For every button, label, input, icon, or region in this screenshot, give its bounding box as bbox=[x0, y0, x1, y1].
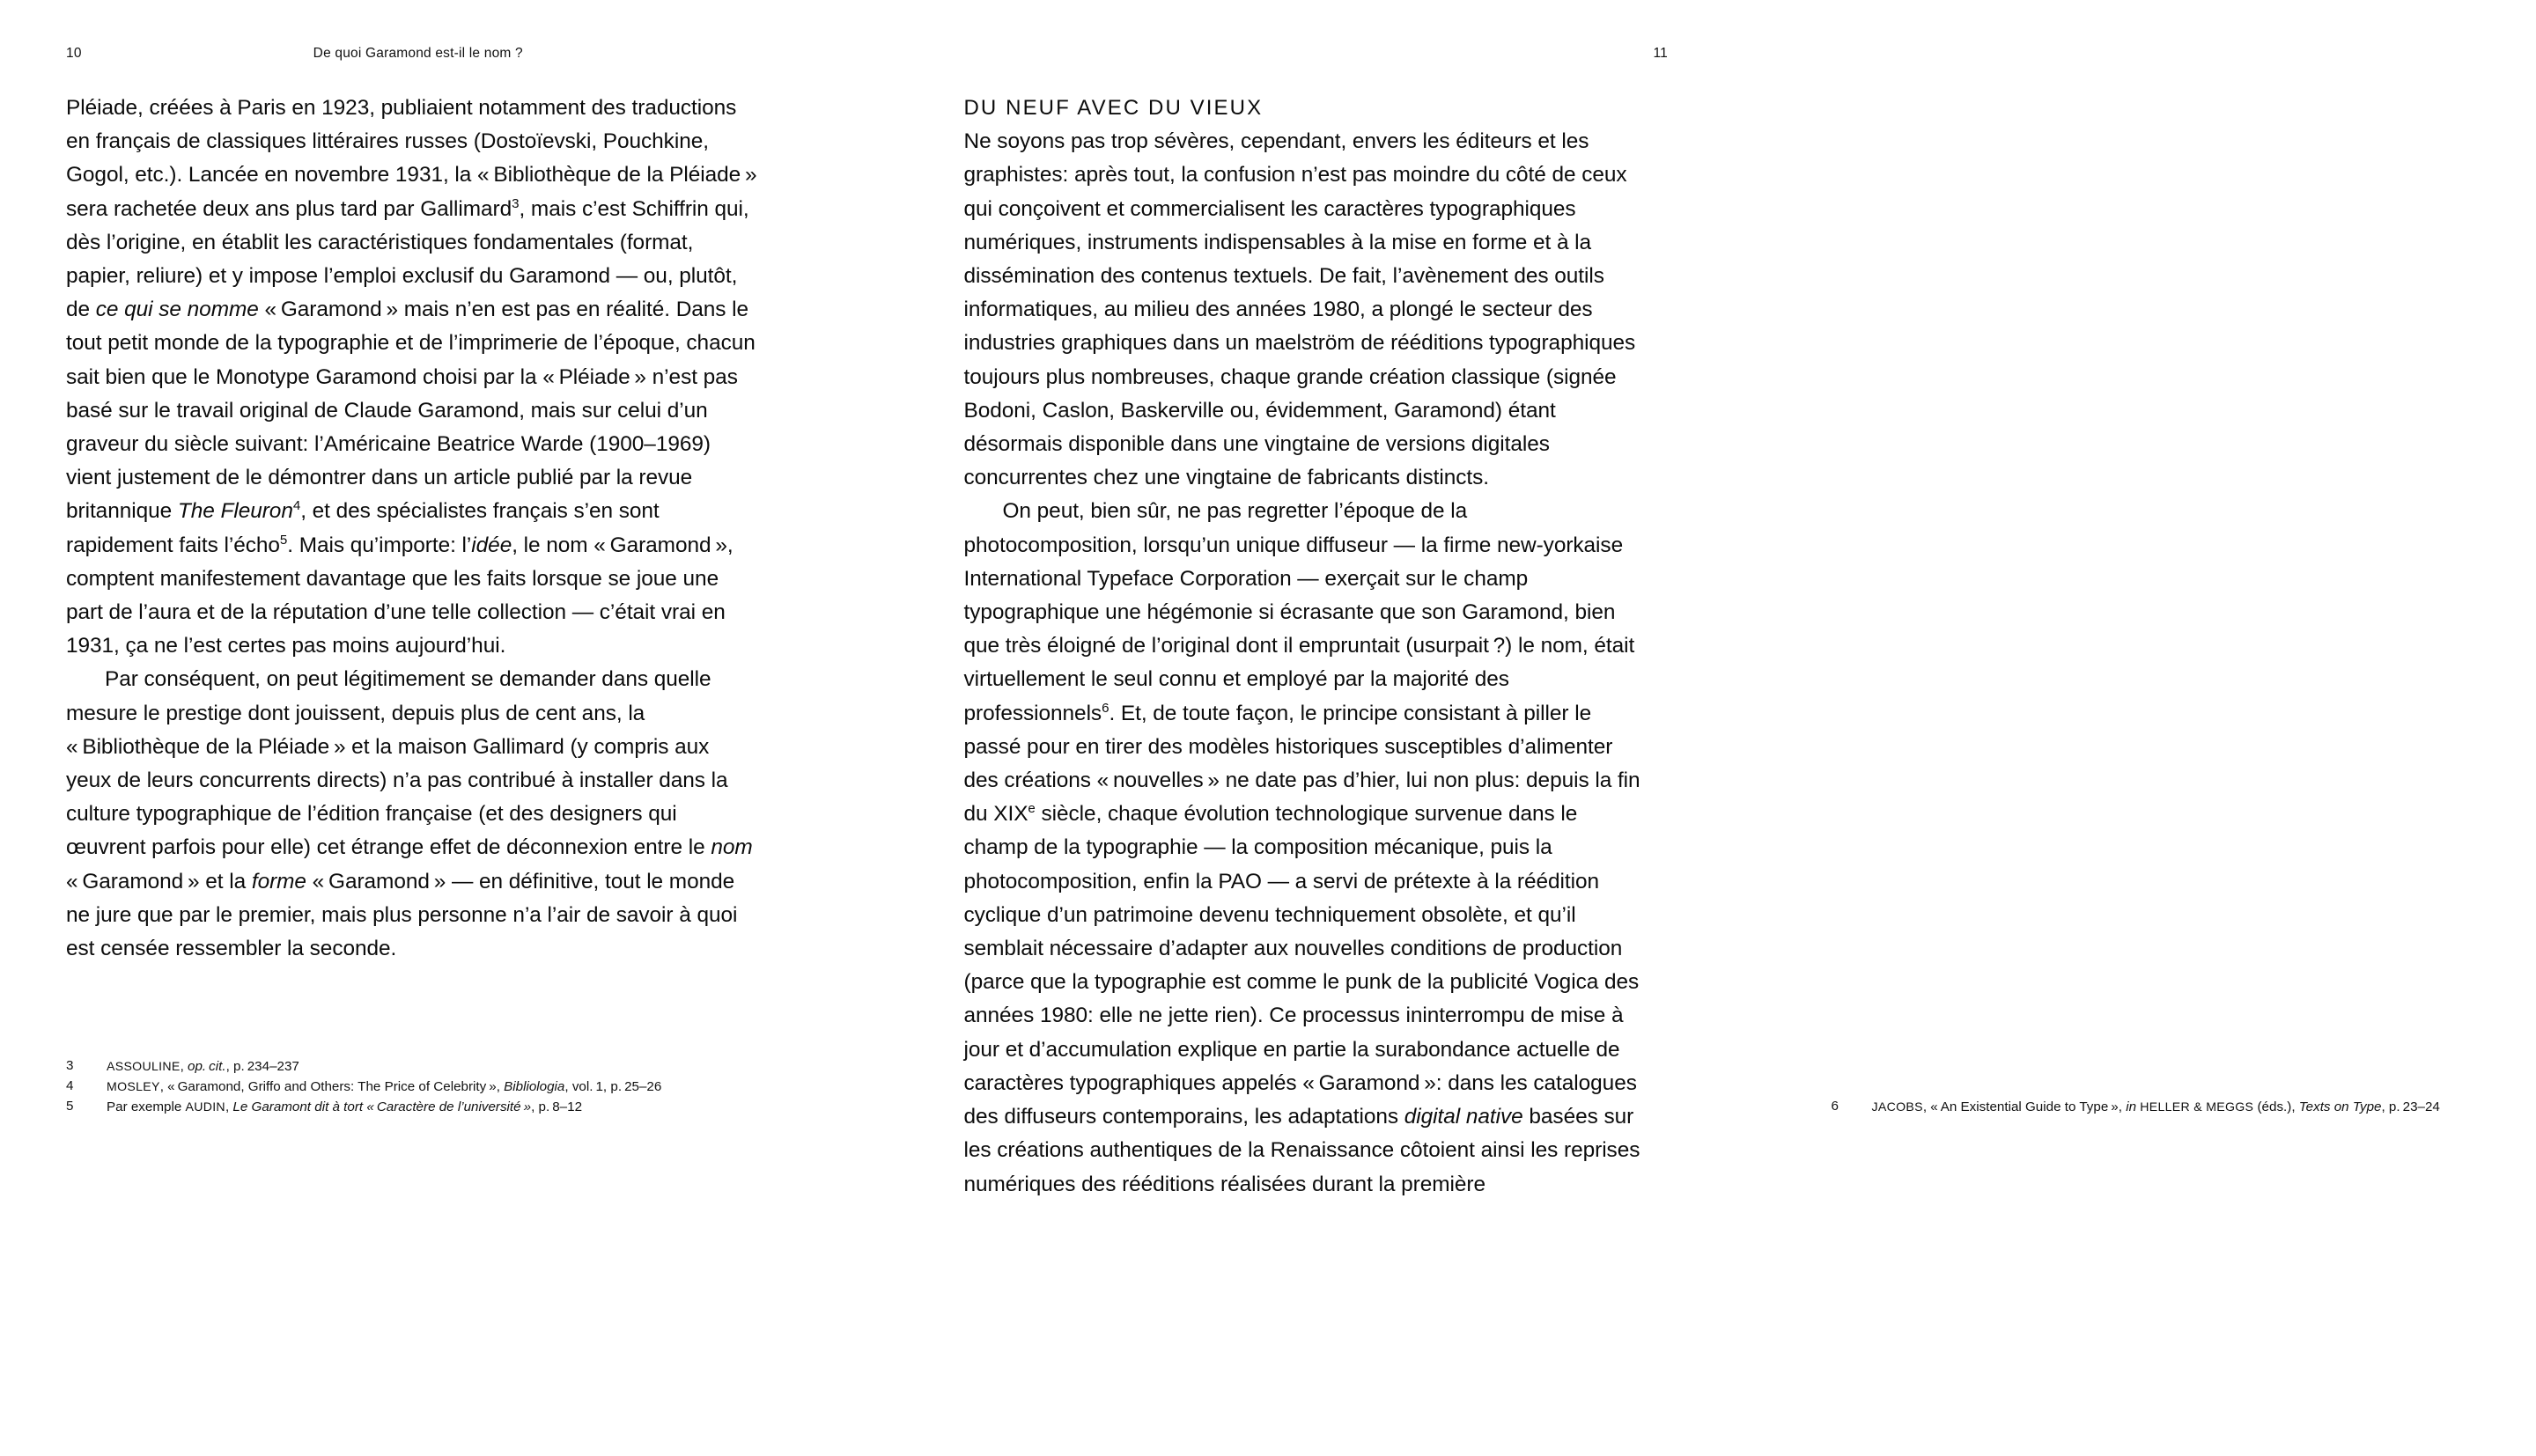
paragraph: On peut, bien sûr, ne pas regretter l’époque de la photocomposition, lorsqu’un unique diffuseur — la firme new-yorkaise International Typeface Corporation — exerçait sur le champ typographique une hégémonie si écrasante que son Garamond, bien que très éloigné de l’original dont il empruntait (usurpait ?) le nom, était virtuellement le seul connu et employé par la majorité des professionnels$^6$. Et, de toute façon, le principe consistant à piller le passé pour en tirer des modèles historiques susceptibles d’alimenter des créations « nouvelles » ne date pas d’hier, lui non plus: depuis la fin du XIXe siècle, chaque évolution technologique survenue dans le champ de la typographie — la composition mécanique, puis la photocomposition, enfin la PAO — a servi de prétexte à la réédition cyclique d’un patrimoine devenu techniquement obsolète, et qu’il semblait nécessaire d’adapter aux nouvelles conditions de production (parce que la typographie est comme le punk de la publicité Vogica des années 1980: elle ne jette rien). Ce processus ininterrompu de mise à jour et d’accumulation explique en partie la surabondance actuelle de caractères typographiques appelés « Garamond »: dans les catalogues des diffuseurs contemporains, les adaptations digital native basées sur les créations authentiques de la Renaissance côtoient ainsi les reprises numériques des rééditions réalisées durant la première bbox=[963, 499, 1640, 1196]
paragraph: Par conséquent, on peut légitimement se demander dans quelle mesure le prestige dont jouissent, depuis plus de cent ans, la « Bibliothèque de la Pléiade » et la maison Gallimard (y compris aux yeux de leurs concurrents directs) n’a pas contribué à installer dans la culture typographique de l’édition française (et des designers qui œuvrent parfois pour elle) cet étrange effet de déconnexion entre le nom « Garamond » et la forme « Garamond » — en définitive, tout le monde ne jure que par le premier, mais plus personne n’a l’air de savoir à quoi est censée ressembler la seconde. bbox=[66, 667, 753, 961]
footnote-number: 4 bbox=[66, 1078, 74, 1093]
footnote-item bbox=[66, 1077, 770, 1097]
right-text-column bbox=[964, 92, 1642, 1202]
footnote-number: 6 bbox=[1831, 1099, 1839, 1114]
footnote-number: 3 bbox=[66, 1058, 74, 1073]
left-page bbox=[0, 0, 867, 1456]
right-footnotes bbox=[1832, 1097, 2536, 1117]
footnote-number: 5 bbox=[66, 1099, 74, 1114]
running-head-title: De quoi Garamond est-il le nom ? bbox=[313, 46, 523, 61]
footnote-text: MOSLEY, « Garamond, Griffo and Others: The Price of Celebrity », Bibliologia, vol. 1, p. 25–26 bbox=[107, 1079, 662, 1094]
folio-right: 11 bbox=[1653, 46, 1668, 61]
right-page bbox=[867, 0, 2440, 1456]
footnote-text: ASSOULINE, op. cit., p. 234–237 bbox=[107, 1059, 299, 1074]
folio-left: 10 bbox=[66, 46, 82, 61]
left-text-column bbox=[66, 92, 757, 966]
paragraph: Ne soyons pas trop sévères, cependant, envers les éditeurs et les graphistes: après tout, la confusion n’est pas moindre du côté de ceux qui conçoivent et commercialisent les caractères typographiques numériques, instruments indispensables à la mise en forme et à la dissémination des contenus textuels. De fait, l’avènement des outils informatiques, au milieu des années 1980, a plongé le secteur des industries graphiques dans un maelström de rééditions typographiques toujours plus nombreuses, chaque grande création classique (signée Bodoni, Caslon, Baskerville ou, évidemment, Garamond) étant désormais disponible dans une vingtaine de versions digitales concurrentes chez une vingtaine de fabricants distincts. bbox=[963, 129, 1636, 490]
footnote-item bbox=[1832, 1097, 2536, 1117]
right-running-head bbox=[964, 46, 1669, 72]
paragraph: Pléiade, créées à Paris en 1923, publiaient notamment des traductions en français de classiques littéraires russes (Dostoïevski, Pouchkine, Gogol, etc.). Lancée en novembre 1931, la « Bibliothèque de la Pléiade » sera rachetée deux ans plus tard par Gallimard$^3$, mais c’est Schiffrin qui, dès l’origine, en établit les caractéristiques fondamentales (format, papier, reliure) et y impose l’emploi exclusif du Garamond — ou, plutôt, de ce qui se nomme « Garamond » mais n’en est pas en réalité. Dans le tout petit monde de la typographie et de l’imprimerie de l’époque, chacun sait bien que le Monotype Garamond choisi par la « Pléiade » n’est pas basé sur le travail original de Claude Garamond, mais sur celui d’un graveur du siècle suivant: l’Américaine Beatrice Warde (1900–1969) vient justement de le démontrer dans un article publié par la revue britannique The Fleuron$^4$, et des spécialistes français s’en sont rapidement faits l’écho$^5$. Mais qu’importe: l’idée, le nom « Garamond », comptent manifestement davantage que les faits lorsque se joue une part de l’aura et de la réputation d’une telle collection — c’était vrai en 1931, ça ne l’est certes pas moins aujourd’hui. bbox=[66, 96, 757, 658]
footnote-item bbox=[66, 1097, 770, 1117]
section-heading: DU NEUF AVEC DU VIEUX bbox=[963, 96, 1264, 120]
footnote-text: Par exemple AUDIN, Le Garamont dit à tort « Caractère de l’université », p. 8–12 bbox=[107, 1099, 583, 1114]
left-footnotes bbox=[66, 1056, 770, 1117]
left-running-head bbox=[66, 46, 770, 72]
footnote-item bbox=[66, 1056, 770, 1077]
footnote-text: JACOBS, « An Existential Guide to Type », in HELLER & MEGGS (éds.), Texts on Type, p. 23–24 bbox=[1871, 1099, 2440, 1114]
